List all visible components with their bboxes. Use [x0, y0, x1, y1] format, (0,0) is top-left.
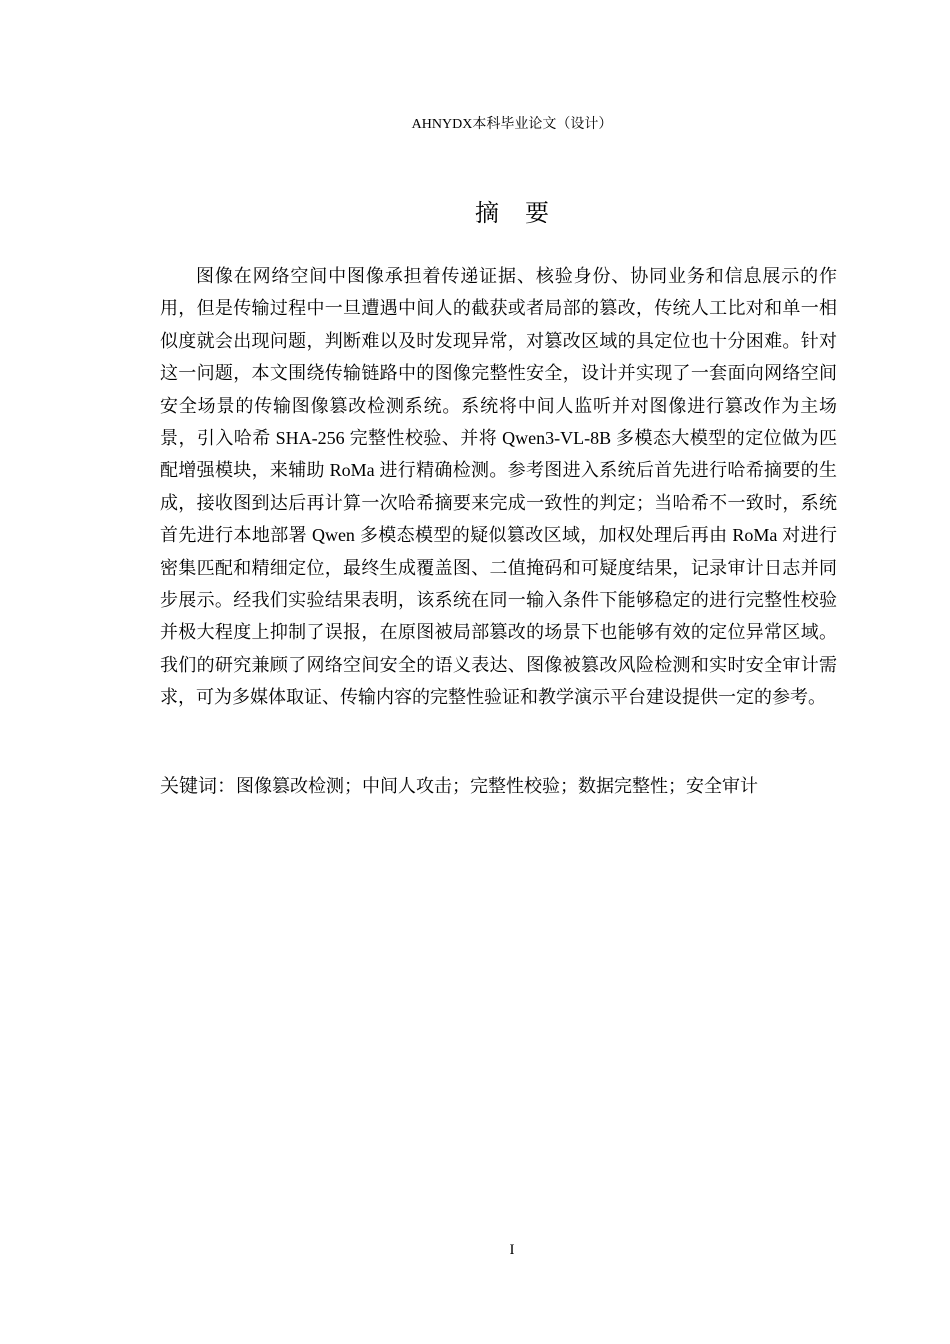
abstract-title-char-2: 要	[525, 199, 549, 227]
abstract-title-char-1: 摘	[475, 199, 499, 227]
page-number: I	[509, 1242, 515, 1258]
keywords-text: 图像篡改检测；中间人攻击；完整性校验；数据完整性；安全审计	[236, 776, 759, 796]
abstract-body: 图像在网络空间中图像承担着传递证据、核验身份、协同业务和信息展示的作用，但是传输过程中一旦遭遇中间人的截获或者局部的篡改，传统人工比对和单一相似度就会出现问题，判断难以及时发现异常，对篡改区域的具定位也十分困难。针对这一问题，本文围绕传输链路中的图像完整性安全，设计并实现了一套面向网络空间安全场景的传输图像篡改检测系统。系统将中间人监听并对图像进行篡改作为主场景，引入哈希 SHA-256 完整性校验、并将 Qwen3-VL-8B 多模态大模型的定位做为匹配增强模块，来辅助 RoMa 进行精确检测。参考图进入系统后首先进行哈希摘要的生成，接收图到达后再计算一次哈希摘要来完成一致性的判定；当哈希不一致时，系统首先进行本地部署 Qwen 多模态模型的疑似篡改区域，加权处理后再由 RoMa 对进行密集匹配和精细定位，最终生成覆盖图、二值掩码和可疑度结果，记录审计日志并同步展示。经我们实验结果表明，该系统在同一输入条件下能够稳定的进行完整性校验并极大程度上抑制了误报，在原图被局部篡改的场景下也能够有效的定位异常区域。我们的研究兼顾了网络空间安全的语义表达、图像被篡改风险检测和实时安全审计需求，可为多媒体取证、传输内容的完整性验证和教学演示平台建设提供一定的参考。	[160, 266, 837, 708]
keywords-label: 关键词：	[160, 775, 237, 797]
running-header: AHNYDX本科毕业论文（设计）	[411, 117, 613, 132]
keywords-line	[160, 770, 860, 802]
abstract-title	[0, 196, 950, 230]
